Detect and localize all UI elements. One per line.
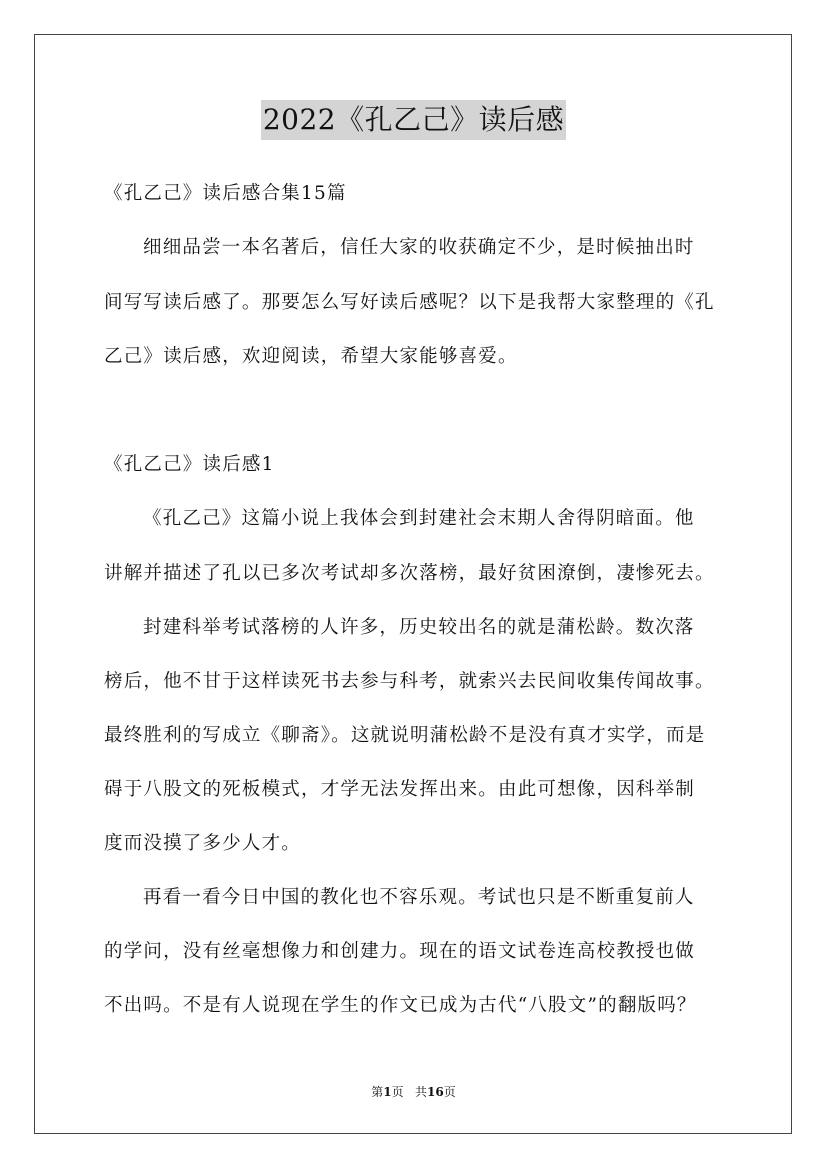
section1-line-5: 最终胜利的写成立《聊斋》。这就说明蒲松龄不是没有真才实学，而是: [104, 725, 706, 746]
footer-page-number: 1: [383, 1085, 392, 1099]
section1-line-4: 榜后，他不甘于这样读死书去参与科考，就索兴去民间收集传闻故事。: [104, 671, 715, 692]
section1-line-7: 度而没摸了多少人才。: [104, 833, 302, 854]
section1-line-6: 碍于八股文的死板模式，才学无法发挥出来。由此可想像，因科举制: [104, 779, 696, 800]
intro-line-2: 间写写读后感了。那要怎么写好读后感呢？以下是我帮大家整理的《孔: [104, 292, 715, 313]
section1-line-9: 的学问，没有丝毫想像力和创建力。现在的语文试卷连高校教授也做: [104, 941, 696, 962]
footer-suffix: 页: [443, 1085, 456, 1099]
section1-line-8: 再看一看今日中国的教化也不容乐观。考试也只是不断重复前人: [143, 887, 695, 908]
collection-heading: 《孔乙己》读后感合集15篇: [104, 183, 347, 204]
page-footer: [0, 1084, 827, 1100]
section1-heading: 《孔乙己》读后感1: [104, 454, 275, 475]
intro-line-3: 乙己》读后感，欢迎阅读，希望大家能够喜爱。: [104, 346, 518, 367]
section1-line-3: 封建科举考试落榜的人许多，历史较出名的就是蒲松龄。数次落: [143, 617, 695, 638]
section1-line-1: 《孔乙己》这篇小说上我体会到封建社会末期人舍得阴暗面。他: [143, 508, 695, 529]
intro-line-1: 细细品尝一本名著后，信任大家的收获确定不少，是时候抽出时: [143, 237, 695, 258]
section1-line-10: 不出吗。不是有人说现在学生的作文已成为古代“八股文”的翻版吗？: [104, 995, 697, 1016]
footer-prefix: 第: [371, 1085, 384, 1099]
footer-mid: 页 共: [391, 1085, 428, 1099]
section1-line-2: 讲解并描述了孔以已多次考试却多次落榜，最好贫困潦倒，凄惨死去。: [104, 563, 715, 584]
footer-total-pages: 16: [427, 1085, 444, 1099]
document-title: 2022《孔乙己》读后感: [261, 100, 566, 140]
title-container: [0, 100, 827, 140]
